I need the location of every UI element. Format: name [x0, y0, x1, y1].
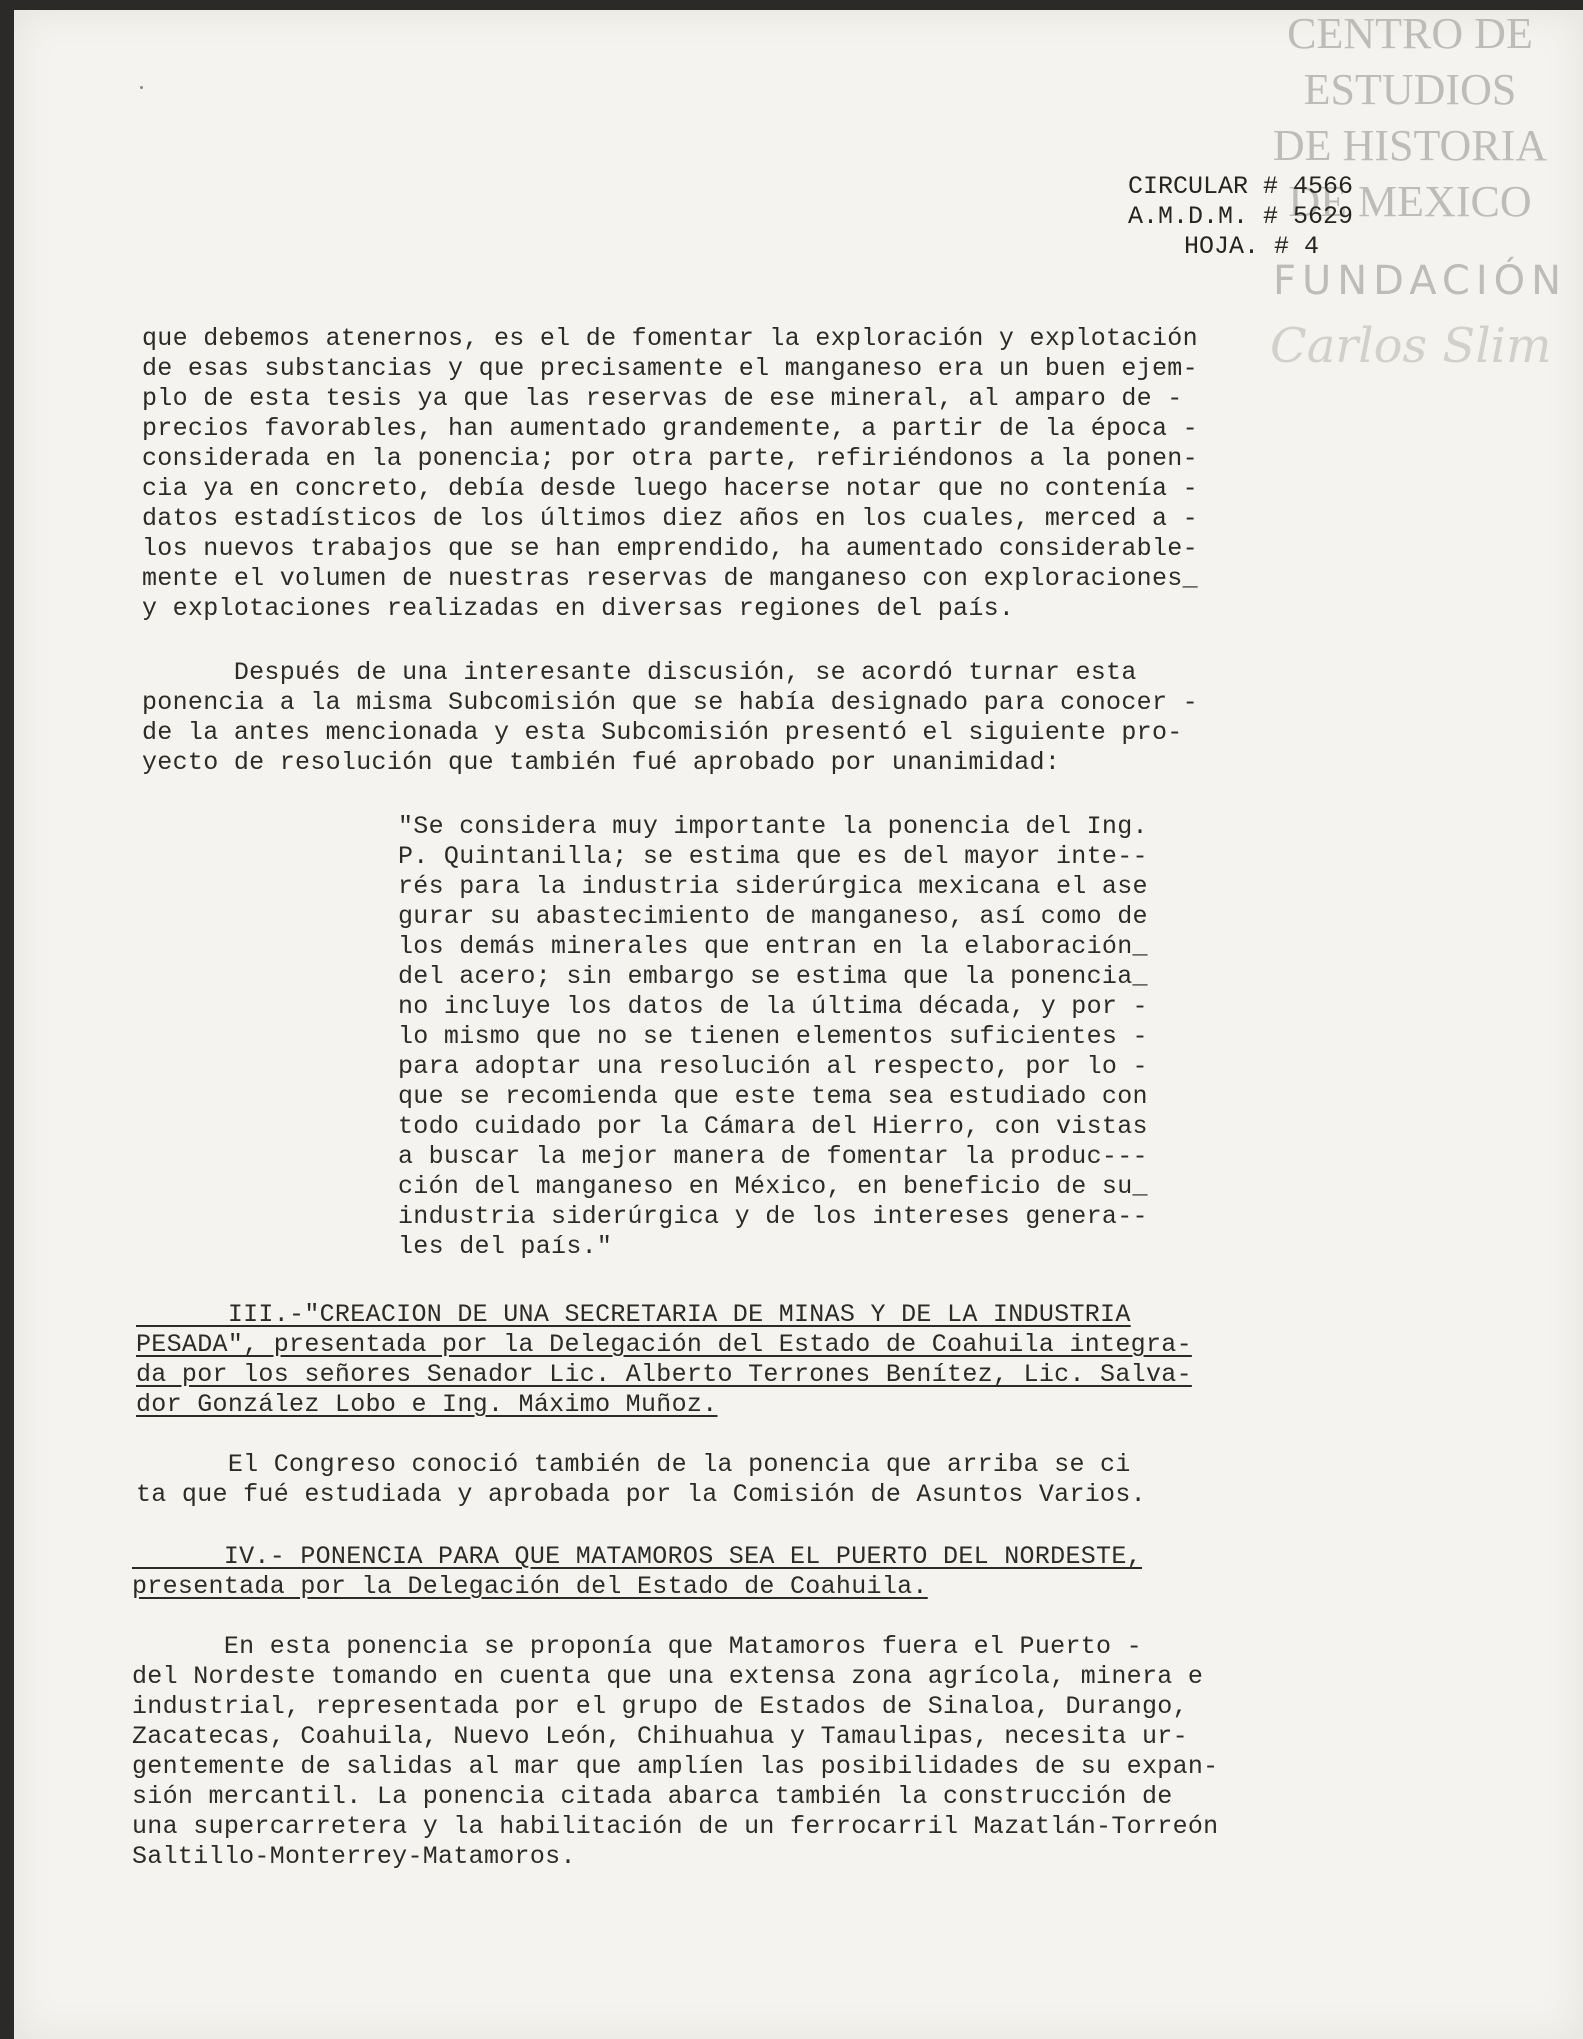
text-line: y explotaciones realizadas en diversas regiones del país. [142, 594, 1015, 623]
text-line: los demás minerales que entran en la elaboración_ [398, 932, 1148, 961]
watermark-fundacion: FUNDACIÓN [1272, 258, 1568, 304]
text-line: considerada en la ponencia; por otra parte, refiriéndonos a la ponen- [142, 444, 1198, 473]
document-header [1128, 172, 1428, 262]
paragraph-1 [142, 324, 1198, 624]
text-line: sión mercantil. La ponencia citada abarca también la construcción de [132, 1782, 1173, 1811]
text-line: gentemente de salidas al mar que amplíen las posibilidades de su expan- [132, 1752, 1219, 1781]
text-line: que debemos atenernos, es el de fomentar la exploración y explotación [142, 324, 1198, 353]
text-line: Después de una interesante discusión, se acordó turnar esta [142, 658, 1137, 687]
text-line: dor González Lobo e Ing. Máximo Muñoz. [136, 1390, 718, 1419]
watermark-signature: Carlos Slim [1270, 318, 1552, 374]
paper-speck [140, 86, 143, 89]
text-line: Zacatecas, Coahuila, Nuevo León, Chihuahua y Tamaulipas, necesita ur- [132, 1722, 1188, 1751]
text-line: industria siderúrgica y de los intereses genera-- [398, 1202, 1148, 1231]
text-line: gurar su abastecimiento de manganeso, así como de [398, 902, 1148, 931]
text-line: ta que fué estudiada y aprobada por la Comisión de Asuntos Varios. [136, 1480, 1146, 1509]
text-line: que se recomienda que este tema sea estudiado con [398, 1082, 1148, 1111]
text-line: una supercarretera y la habilitación de un ferrocarril Mazatlán-Torreón [132, 1812, 1219, 1841]
text-line: para adoptar una resolución al respecto, por lo - [398, 1052, 1148, 1081]
sheet-number: HOJA. # 4 [1184, 232, 1320, 261]
text-line: no incluye los datos de la última década, y por - [398, 992, 1148, 1021]
circular-number: CIRCULAR # 4566 [1128, 172, 1354, 201]
text-line: datos estadísticos de los últimos diez años en los cuales, merced a - [142, 504, 1198, 533]
text-line: mente el volumen de nuestras reservas de manganeso con exploraciones_ [142, 564, 1198, 593]
text-line: IV.- PONENCIA PARA QUE MATAMOROS SEA EL PUERTO DEL NORDESTE, [132, 1542, 1142, 1571]
text-line: "Se considera muy importante la ponencia del Ing. [398, 812, 1148, 841]
text-line: En esta ponencia se proponía que Matamoros fuera el Puerto - [132, 1632, 1142, 1661]
watermark-line-1: CENTRO DE [1287, 9, 1533, 58]
section-3-heading [136, 1300, 1192, 1420]
text-line: los nuevos trabajos que se han emprendido, ha aumentado considerable- [142, 534, 1198, 563]
text-line: del acero; sin embargo se estima que la ponencia_ [398, 962, 1148, 991]
text-line: ponencia a la misma Subcomisión que se había designado para conocer - [142, 688, 1198, 717]
text-line: Saltillo-Monterrey-Matamoros. [132, 1842, 576, 1871]
text-line: de la antes mencionada y esta Subcomisión presentó el siguiente pro- [142, 718, 1183, 747]
text-line: El Congreso conoció también de la ponencia que arriba se ci [136, 1450, 1131, 1479]
paragraph-4 [132, 1632, 1218, 1872]
text-line: III.-"CREACION DE UNA SECRETARIA DE MINAS Y DE LA INDUSTRIA [136, 1300, 1131, 1329]
text-line: a buscar la mejor manera de fomentar la produc--- [398, 1142, 1148, 1171]
text-line: todo cuidado por la Cámara del Hierro, con vistas [398, 1112, 1148, 1141]
text-line: de esas substancias y que precisamente el manganeso era un buen ejem- [142, 354, 1198, 383]
resolution-quote [398, 812, 1148, 1262]
watermark-line-3: DE HISTORIA [1272, 121, 1548, 170]
text-line: plo de esta tesis ya que las reservas de ese mineral, al amparo de - [142, 384, 1183, 413]
paragraph-2 [142, 658, 1198, 778]
text-line: precios favorables, han aumentado grandemente, a partir de la época - [142, 414, 1198, 443]
text-line: da por los señores Senador Lic. Alberto Terrones Benítez, Lic. Salva- [136, 1360, 1192, 1389]
amdm-number: A.M.D.M. # 5629 [1128, 202, 1354, 231]
text-line: les del país." [398, 1232, 613, 1261]
text-line: cia ya en concreto, debía desde luego hacerse notar que no contenía - [142, 474, 1198, 503]
watermark-line-4: DE MEXICO [1288, 177, 1532, 226]
text-line: rés para la industria siderúrgica mexicana el ase [398, 872, 1148, 901]
text-line: lo mismo que no se tienen elementos suficientes - [398, 1022, 1148, 1051]
paragraph-3 [136, 1450, 1146, 1510]
text-line: yecto de resolución que también fué aprobado por unanimidad: [142, 748, 1061, 777]
text-line: presentada por la Delegación del Estado de Coahuila. [132, 1572, 928, 1601]
section-4-heading [132, 1542, 1142, 1602]
text-line: del Nordeste tomando en cuenta que una extensa zona agrícola, minera e [132, 1662, 1204, 1691]
watermark-line-2: ESTUDIOS [1303, 65, 1517, 114]
text-line: ción del manganeso en México, en beneficio de su_ [398, 1172, 1148, 1201]
text-line: industrial, representada por el grupo de Estados de Sinaloa, Durango, [132, 1692, 1188, 1721]
text-line: P. Quintanilla; se estima que es del mayor inte-- [398, 842, 1148, 871]
text-line: PESADA", presentada por la Delegación del Estado de Coahuila integra- [136, 1330, 1192, 1359]
